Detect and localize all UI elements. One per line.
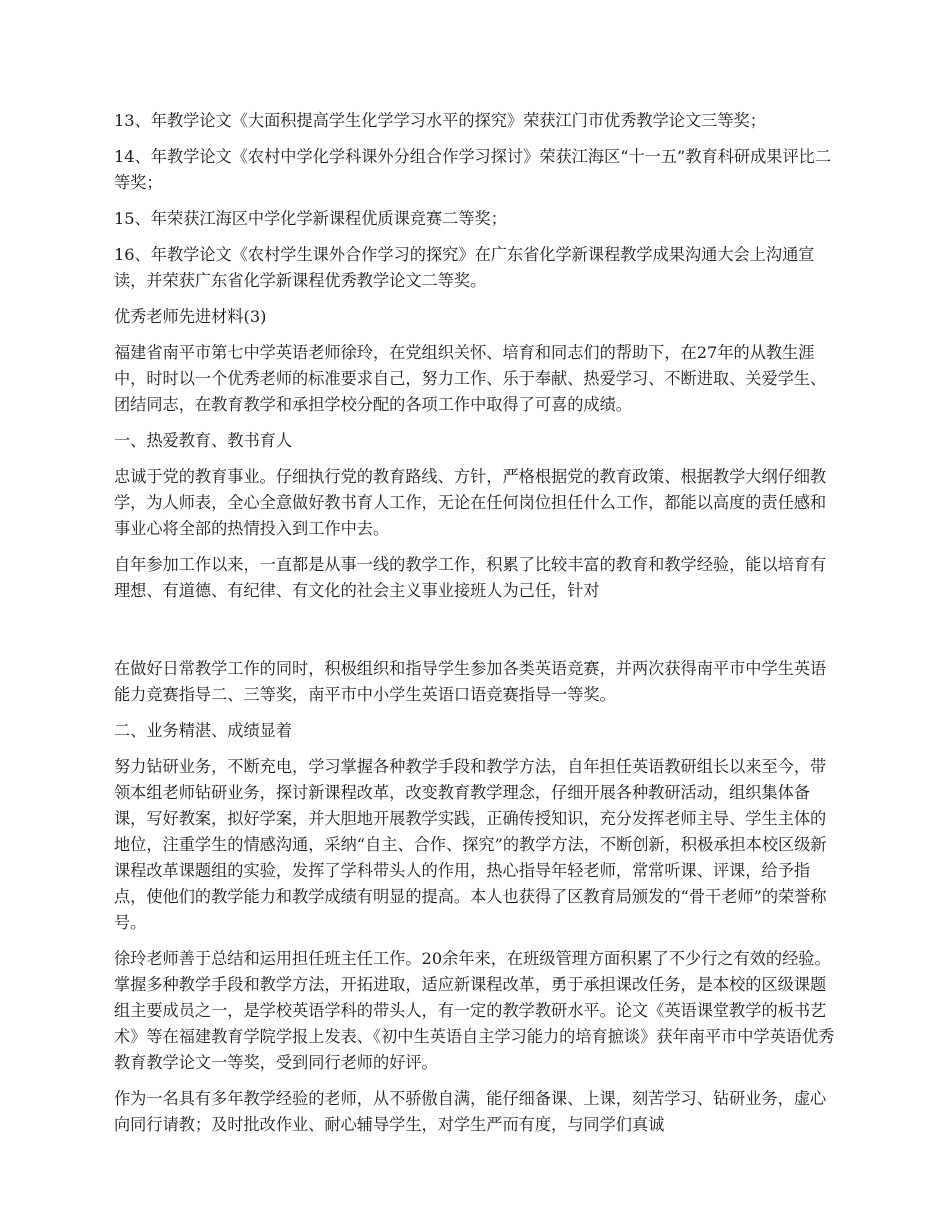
award-item-13: 13、年教学论文《大面积提高学生化学学习水平的探究》荣获江门市优秀教学论文三等奖； — [114, 111, 766, 130]
body-paragraph: 努力钻研业务，不断充电，学习掌握各种教学手段和教学方法，自年担任英语教研组长以来至今，带领本组老师钻研业务，探讨新课程改革，改变教育教学理念，仔细开展各种教研活动，组织集体备课，写好教案，拟好学案，并大胆地开展教学实践，正确传授知识，充分发挥老师主导、学生主体的地位，注重学生的情感沟通，采纳“自主、合作、探究”的教学方法，不断创新，积极承担本校区级新课程改革课题组的实验，发挥了学科带头人的作用，热心指导年轻老师，常常听课、评课，给予指点，使他们的教学能力和教学成绩有明显的提高。本人也获得了区教育局颁发的“骨干老师”的荣誉称号。 — [114, 757, 827, 932]
body-paragraph: 在做好日常教学工作的同时，积极组织和指导学生参加各类英语竞赛，并两次获得南平市中学生英语能力竞赛指导二、三等奖，南平市中小学生英语口语竞赛指导一等奖。 — [114, 659, 827, 704]
body-paragraph: 自年参加工作以来，一直都是从事一线的教学工作，积累了比较丰富的教育和教学经验，能以培育有理想、有道德、有纪律、有文化的社会主义事业接班人为己任，针对 — [114, 555, 827, 600]
page-gap — [114, 614, 840, 656]
heading-2: 二、业务精湛、成绩显着 — [114, 721, 293, 740]
document-body — [114, 108, 840, 1148]
section-title: 优秀老师先进材料(3) — [114, 307, 267, 326]
body-paragraph: 作为一名具有多年教学经验的老师，从不骄傲自满，能仔细备课、上课，刻苦学习、钻研业务，虚心向同行请教；及时批改作业、耐心辅导学生，对学生严而有度，与同学们真诚 — [114, 1089, 827, 1134]
intro-paragraph: 福建省南平市第七中学英语老师徐玲，在党组织关怀、培育和同志们的帮助下，在27年的从教生涯中，时时以一个优秀老师的标准要求自己，努力工作、乐于奉献、热爱学习、不断进取、关爱学生、团结同志，在教育教学和承担学校分配的各项工作中取得了可喜的成绩。 — [114, 343, 827, 414]
heading-1: 一、热爱教育、教书育人 — [114, 431, 293, 450]
body-paragraph: 徐玲老师善于总结和运用担任班主任工作。20余年来，在班级管理方面积累了不少行之有效的经验。掌握多种教学手段和教学方法，开拓进取，适应新课程改革，勇于承担课改任务，是本校的区级课题组主要成员之一，是学校英语学科的带头人，有一定的教学教研水平。论文《英语课堂教学的板书艺术》等在福建教育学院学报上发表、《初中生英语自主学习能力的培育摭谈》获年南平市中学英语优秀教育教学论文一等奖，受到同行老师的好评。 — [114, 949, 835, 1072]
award-item-14: 14、年教学论文《农村中学化学科课外分组合作学习探讨》荣获江海区“十一五”教育科研成果评比二等奖； — [114, 147, 832, 192]
body-paragraph: 忠诚于党的教育事业。仔细执行党的教育路线、方针，严格根据党的教育政策、根据教学大纲仔细教学，为人师表，全心全意做好教书育人工作，无论在任何岗位担任什么工作，都能以高度的责任感和事业心将全部的热情投入到工作中去。 — [114, 467, 827, 538]
award-item-16: 16、年教学论文《农村学生课外合作学习的探究》在广东省化学新课程教学成果沟通大会上沟通宣读，并荣获广东省化学新课程优秀教学论文二等奖。 — [114, 245, 815, 290]
award-item-15: 15、年荣获江海区中学化学新课程优质课竞赛二等奖； — [114, 209, 507, 228]
